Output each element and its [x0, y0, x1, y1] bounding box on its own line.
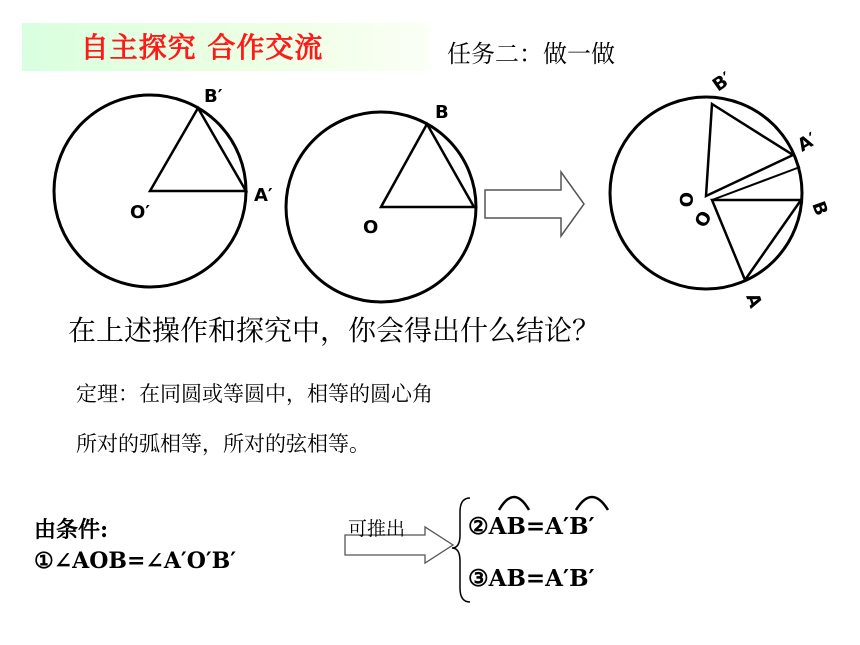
banner-title: 自主探究 合作交流 — [80, 31, 324, 64]
sector-triangle-1 — [150, 108, 246, 191]
circle-figure-1 — [54, 86, 273, 287]
label-a-prime-rotated: A′ — [794, 128, 821, 157]
label-b-rotated: B — [807, 198, 832, 219]
label-b-prime-rotated: B′ — [708, 68, 736, 97]
result-arc-equality: ②AB=A′B′ — [468, 513, 595, 540]
theorem-line-2: 所对的弧相等，所对的弦相等。 — [76, 432, 370, 456]
label-o2-rotated: O — [689, 206, 715, 231]
label-b-prime: B′ — [204, 86, 223, 107]
label-o: O — [363, 217, 379, 238]
task-heading: 任务二：做一做 — [447, 40, 615, 68]
label-a-rotated: A — [741, 290, 766, 311]
arc-mark-a-prime-b-prime — [576, 497, 608, 510]
label-a-prime: A′ — [254, 185, 273, 206]
sector-triangle-3a — [706, 104, 793, 196]
sector-triangle-2 — [381, 124, 474, 207]
result-chord-equality: ③AB=A′B′ — [468, 565, 595, 592]
condition-angle-equality: ①∠AOB=∠A′O′B′ — [34, 548, 237, 574]
circle-figure-2 — [286, 102, 499, 302]
arc-mark-ab — [499, 497, 529, 510]
label-b: B — [435, 102, 449, 123]
sector-triangle-3b — [712, 200, 801, 280]
arrow-right-icon — [485, 172, 584, 236]
question-text: 在上述操作和探究中，你会得出什么结论？ — [68, 314, 601, 347]
deduce-label: 可推出 — [348, 518, 406, 540]
theorem-line-1: 定理：在同圆或等圆中，相等的圆心角 — [76, 382, 433, 406]
condition-label: 由条件: — [34, 517, 109, 543]
circle-figure-3 — [610, 68, 832, 311]
label-o-prime: O′ — [130, 202, 151, 223]
label-o-rotated: O — [675, 192, 696, 208]
